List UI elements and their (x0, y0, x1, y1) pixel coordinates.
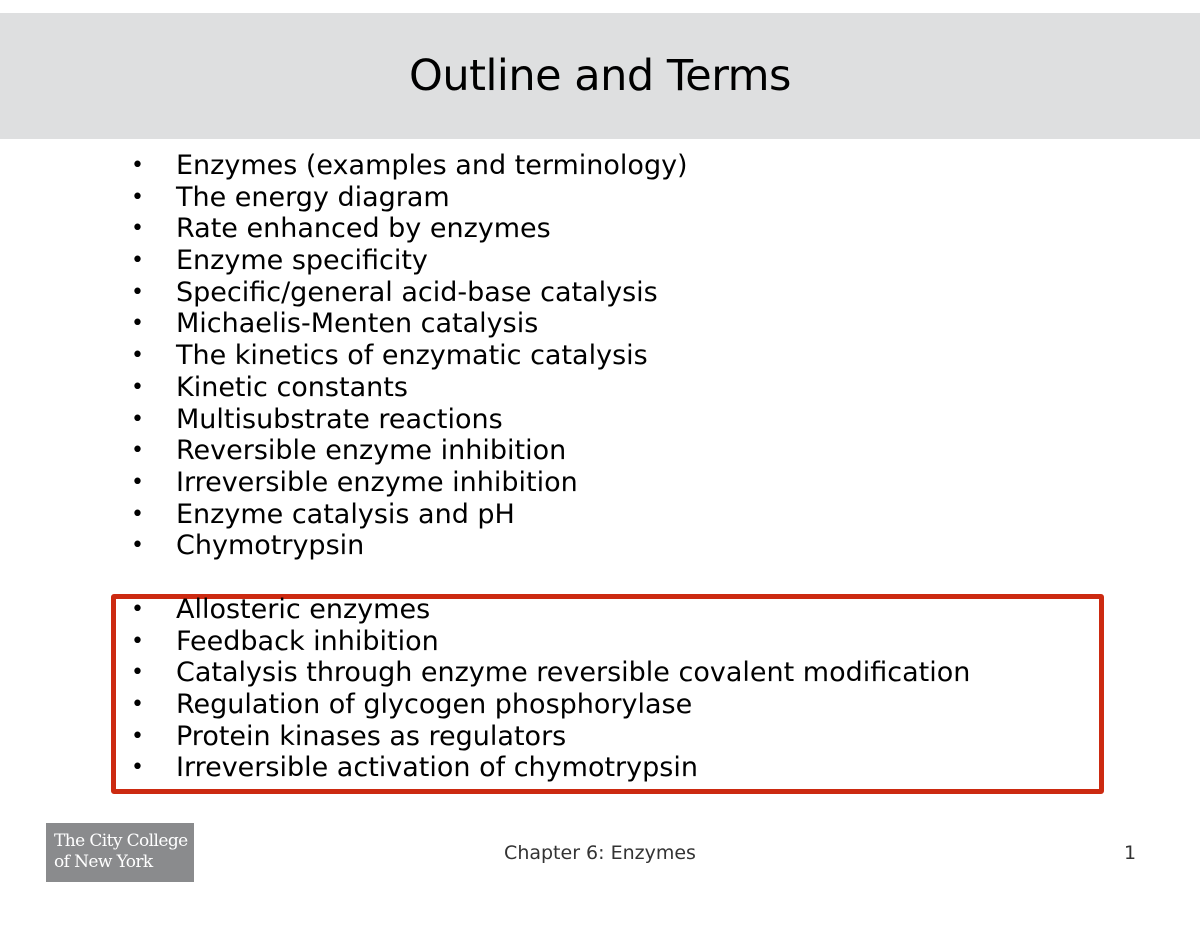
list-item-text: Specific/general acid-base catalysis (176, 276, 658, 308)
list-item-text: Catalysis through enzyme reversible covalent modification (176, 657, 971, 689)
bullet-icon: • (131, 248, 144, 274)
list-item-text: Irreversible enzyme inhibition (176, 466, 578, 498)
bullet-icon: • (131, 628, 144, 654)
list-item-text: Multisubstrate reactions (176, 403, 503, 435)
list-item-text: Allosteric enzymes (176, 594, 431, 625)
bullet-icon: • (131, 660, 144, 686)
logo-line-2: of New York (54, 852, 153, 872)
logo-line-1: The City College (54, 831, 188, 851)
list-item-text: Irreversible activation of chymotrypsin (176, 752, 698, 784)
bullet-icon: • (131, 533, 144, 559)
bullet-icon: • (131, 469, 144, 495)
bullet-icon: • (131, 692, 144, 718)
bullet-icon: • (131, 723, 144, 749)
list-item-text: Michaelis-Menten catalysis (176, 308, 539, 340)
college-logo (46, 823, 194, 882)
list-item-text: Rate enhanced by enzymes (176, 213, 551, 245)
slide-title: Outline and Terms (409, 51, 791, 101)
bullet-icon: • (131, 406, 144, 432)
bullet-icon: • (131, 501, 144, 527)
bullet-icon: • (131, 184, 144, 210)
bullet-icon: • (131, 311, 144, 337)
footer-chapter: Chapter 6: Enzymes (504, 842, 696, 864)
bullet-icon: • (131, 374, 144, 400)
list-item-text: Enzyme catalysis and pH (176, 498, 515, 530)
list-item-text: Reversible enzyme inhibition (176, 435, 567, 467)
list-item-text: Enzymes (examples and terminology) (176, 150, 688, 181)
list-item-text: The kinetics of enzymatic catalysis (176, 340, 648, 372)
list-item-text: Regulation of glycogen phosphorylase (176, 689, 693, 721)
bullet-icon: • (131, 597, 144, 622)
page-number: 1 (1123, 842, 1137, 864)
list-item-text: Kinetic constants (176, 371, 408, 403)
list-item-text: Enzyme specificity (176, 245, 428, 277)
list-item-text: Chymotrypsin (176, 530, 365, 562)
bullet-icon: • (131, 343, 144, 369)
list-item-text: The energy diagram (176, 181, 450, 213)
list-item-text: Feedback inhibition (176, 625, 439, 657)
bullet-icon: • (131, 755, 144, 781)
bullet-icon: • (131, 438, 144, 464)
bullet-icon: • (131, 216, 144, 242)
bullet-icon: • (131, 153, 144, 178)
bullet-icon: • (131, 279, 144, 305)
list-item-text: Protein kinases as regulators (176, 720, 567, 752)
